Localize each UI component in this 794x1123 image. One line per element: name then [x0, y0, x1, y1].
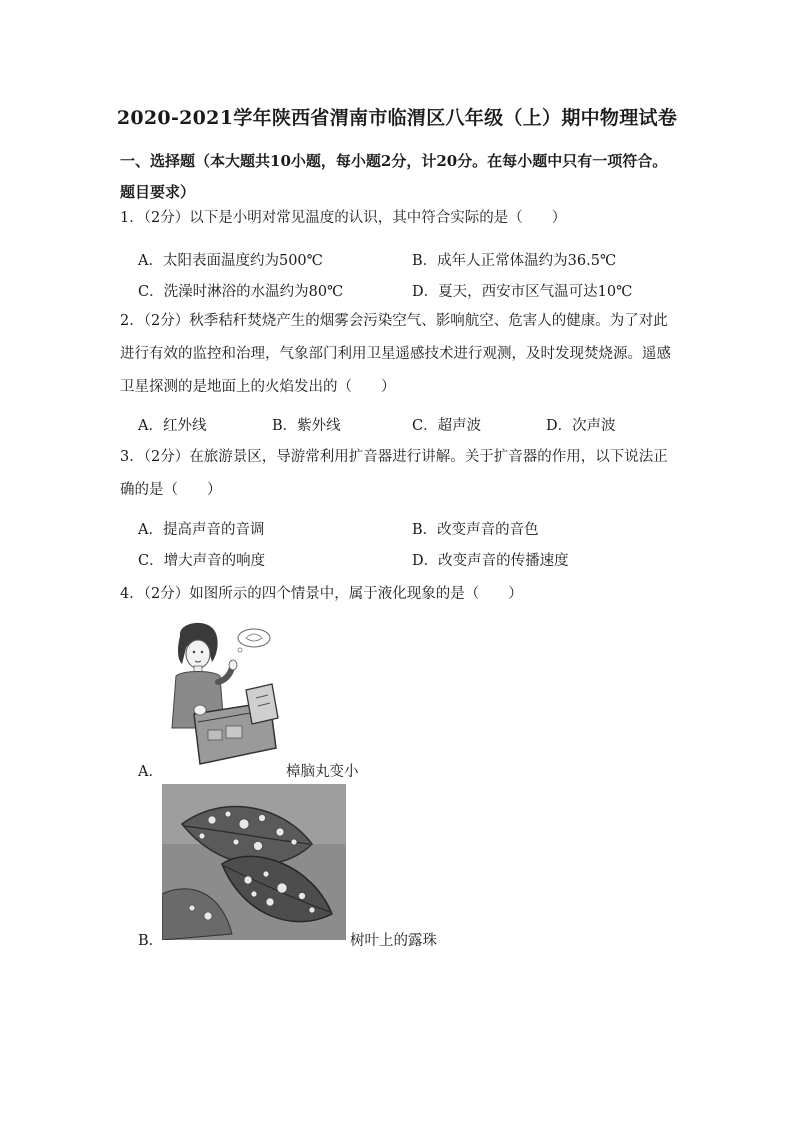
- q4-option-a-letter: A．: [138, 764, 163, 780]
- dew-leaf-icon: [162, 784, 346, 940]
- q3-option-d: D．改变声音的传播速度: [412, 553, 569, 569]
- q3-option-a: A．提高声音的音调: [138, 522, 265, 538]
- section-heading: 一、选择题（本大题共10小题，每小题2分，计20分。在每小题中只有一项符合。题目要求）: [120, 152, 668, 201]
- q4-option-b-letter: B．: [138, 933, 164, 949]
- q2-option-c: C．超声波: [412, 418, 482, 434]
- question-2-stem: 2．（2分）秋季秸秆焚烧产生的烟雾会污染空气、影响航空、危害人的健康。为了对此进行有效的监控和治理，气象部门利用卫星遥感技术进行观测，及时发现焚烧源。遥感卫星探测的是地面上的火焰发出的（ ）: [120, 313, 671, 395]
- q4-option-b-caption: 树叶上的露珠: [350, 933, 437, 949]
- q3-option-c: C．增大声音的响度: [138, 553, 266, 569]
- q2-option-d: D．次声波: [546, 418, 616, 434]
- q4-option-a-caption: 樟脑丸变小: [286, 764, 359, 780]
- q3-option-b: B．改变声音的音色: [412, 522, 539, 538]
- q1-option-b: B．成年人正常体温约为36.5℃: [412, 253, 617, 269]
- girl-suitcase-sketch-icon: [160, 618, 284, 770]
- question-1-stem: 1．（2分）以下是小明对常见温度的认识，其中符合实际的是（ ）: [120, 210, 567, 226]
- q1-option-d: D．夏天，西安市区气温可达10℃: [412, 284, 633, 300]
- q2-option-a: A．红外线: [138, 418, 207, 434]
- question-4-stem: 4．（2分）如图所示的四个情景中，属于液化现象的是（ ）: [120, 586, 523, 602]
- q1-option-a: A．太阳表面温度约为500℃: [138, 253, 323, 269]
- q2-option-b: B．紫外线: [272, 418, 341, 434]
- dew-leaves-photo: [162, 784, 346, 940]
- q1-option-c: C．洗澡时淋浴的水温约为80℃: [138, 284, 344, 300]
- mothball-illustration: [160, 618, 284, 770]
- question-3-stem: 3．（2分）在旅游景区，导游常利用扩音器进行讲解。关于扩音器的作用，以下说法正确的是（ ）: [120, 449, 668, 498]
- page-title: 2020-2021学年陕西省渭南市临渭区八年级（上）期中物理试卷: [116, 107, 678, 129]
